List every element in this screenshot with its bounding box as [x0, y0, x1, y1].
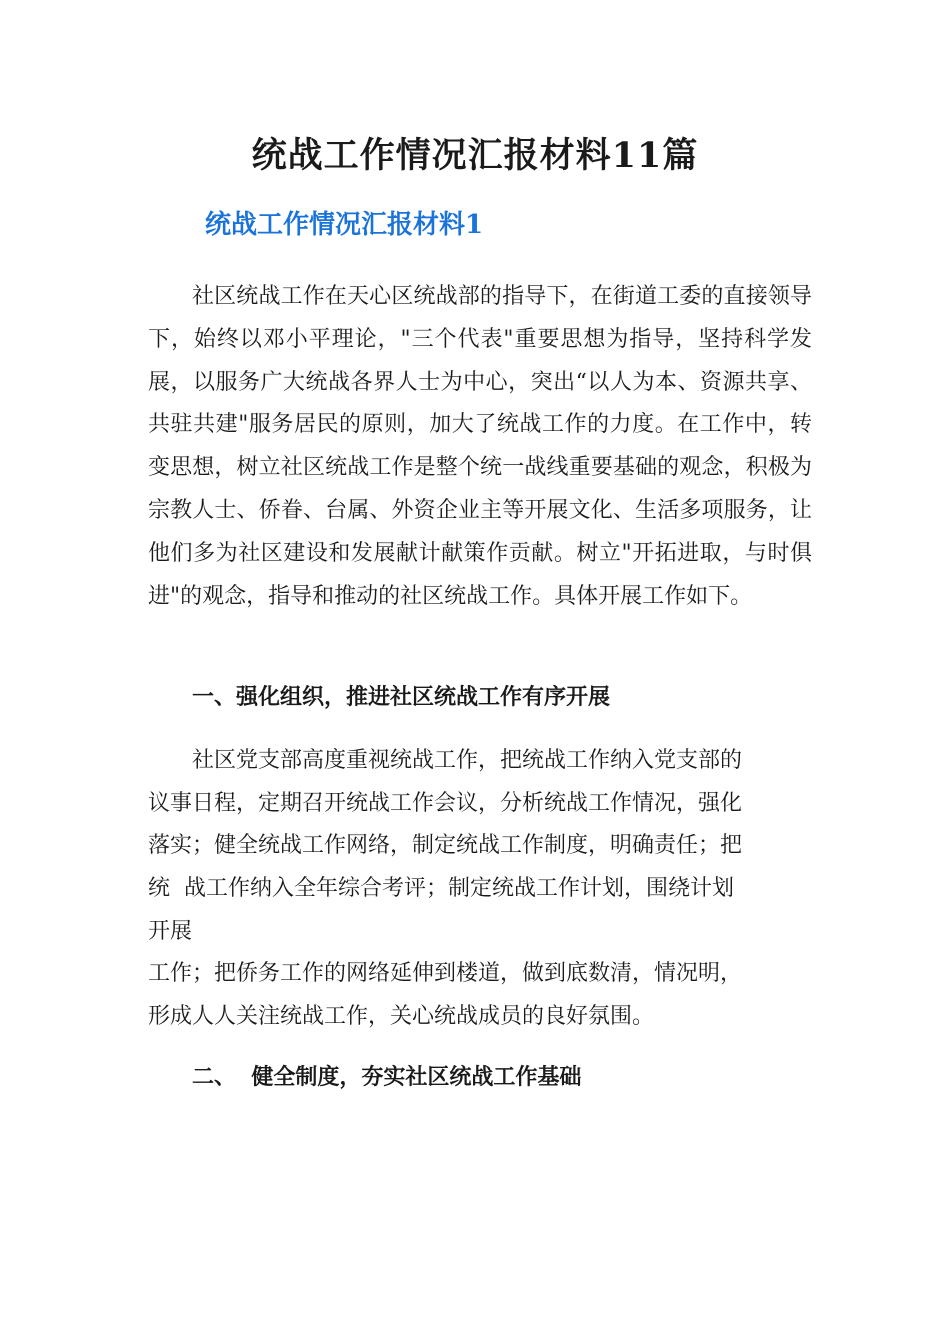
- section-heading-2: 二、 健全制度，夯实社区统战工作基础: [192, 1064, 582, 1090]
- paragraph-intro: 社区统战工作在天心区统战部的指导下，在街道工委的直接领导下，始终以邓小平理论，"三个代表"重要思想为指导，坚持科学发展，以服务广大统战各界人士为中心，突出“以人为本、资源共享、共驻共建"服务居民的原则，加大了统战工作的力度。在工作中，转变思想，树立社区统战工作是整个统一战线重要基础的观念，积极为宗教人士、侨眷、台属、外资企业主等开展文化、生活多项服务，让他们多为社区建设和发展献计献策作贡献。树立"开拓进取，与时俱进"的观念，指导和推动的社区统战工作。具体开展工作如下。: [148, 284, 812, 609]
- paragraph-organization: [148, 740, 812, 1039]
- paragraph-line: 落实；健全统战工作网络，制定统战工作制度，明确责任；把: [148, 833, 743, 859]
- paragraph-line: 社区党支部高度重视统战工作，把统战工作纳入党支部的: [192, 748, 743, 773]
- paragraph-line: 工作；把侨务工作的网络延伸到楼道，做到底数清，情况明，: [148, 961, 743, 987]
- section-subtitle: 统战工作情况汇报材料1: [205, 210, 484, 240]
- paragraph-line: 议事日程，定期召开统战工作会议，分析统战工作情况，强化: [148, 790, 743, 816]
- section-heading-1: 一、强化组织，推进社区统战工作有序开展: [192, 684, 611, 710]
- page-title: 统战工作情况汇报材料11篇: [251, 135, 699, 176]
- paragraph-line: 开展: [148, 918, 193, 944]
- paragraph-line: 统 战工作纳入全年综合考评；制定统战工作计划，围绕计划: [148, 876, 734, 902]
- paragraph-line: 形成人人关注统战工作，关心统战成员的良好氛围。: [148, 1004, 655, 1030]
